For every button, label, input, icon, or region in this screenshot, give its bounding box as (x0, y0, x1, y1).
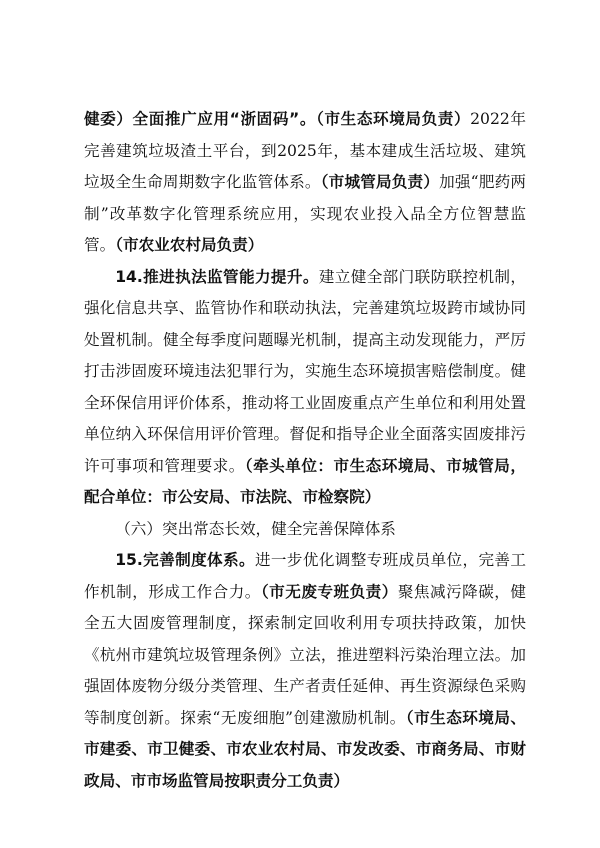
item-title: 完善制度体系。 (142, 551, 255, 569)
document-page (84, 104, 526, 797)
responsibility-note: （市农业农村局负责） (115, 236, 264, 254)
text-body: 加强“肥药两制”改革数字化管理系统应用，实现农业投入品全方位智慧监管。 (84, 173, 526, 254)
item-number: 15. (115, 551, 143, 569)
section-heading: （六）突出常态长效，健全完善保障体系 (115, 519, 396, 538)
text-body: 聚焦减污降碳，健全五大固废管理制度，探索制定回收利用专项扶持政策，加快《杭州市建筑垃圾管理条例》立法，推进塑料污染治理立法。加强固体废物分级分类管理、生产者责任延伸、再生资源绿色采购等制度创新。探索“无废细胞”创建激励机制。 (84, 582, 526, 727)
text-bold: 健委）全面推广应用“浙固码”。 (84, 110, 317, 128)
responsibility-note: （市城管局负责） (320, 173, 440, 191)
text-body: 2022年完善建筑垃圾渣土平台，到2025年，基本建成生活垃圾、建筑垃圾全生命周期数字化监管体系。 (84, 110, 526, 191)
paragraph-item-15 (84, 545, 526, 797)
responsibility-note: （市生态环境局负责） (316, 110, 471, 128)
paragraph-item-14 (84, 262, 526, 514)
text-body: 进一步优化调整专班成员单位，完善工作机制，形成工作合力。 (84, 551, 526, 601)
responsibility-note: （市生态环境局、市建委、市卫健委、市农业农村局、市发改委、市商务局、市财政局、市市场监管局按职责分工负责） (84, 708, 526, 790)
item-title: 推进执法监管能力提升。 (142, 267, 319, 286)
item-number: 14. (115, 267, 143, 286)
paragraph-continued (84, 104, 526, 262)
text-body: 建立健全部门联防联控机制，强化信息共享、监管协作和联动执法，完善建筑垃圾跨市域协同处置机制。健全每季度问题曝光机制，提高主动发现能力，严厉打击涉固废环境违法犯罪行为，实施生态环境损害赔偿制度。健全环保信用评价体系，推动将工业固废重点产生单位和利用处置单位纳入环保信用评价管理。督促和指导企业全面落实固废排污许可事项和管理要求。 (84, 267, 526, 475)
responsibility-note: （市无废专班负责） (260, 582, 398, 601)
responsibility-note: （牵头单位：市生态环境局、市城管局，配合单位：市公安局、市法院、市检察院） (84, 456, 526, 506)
